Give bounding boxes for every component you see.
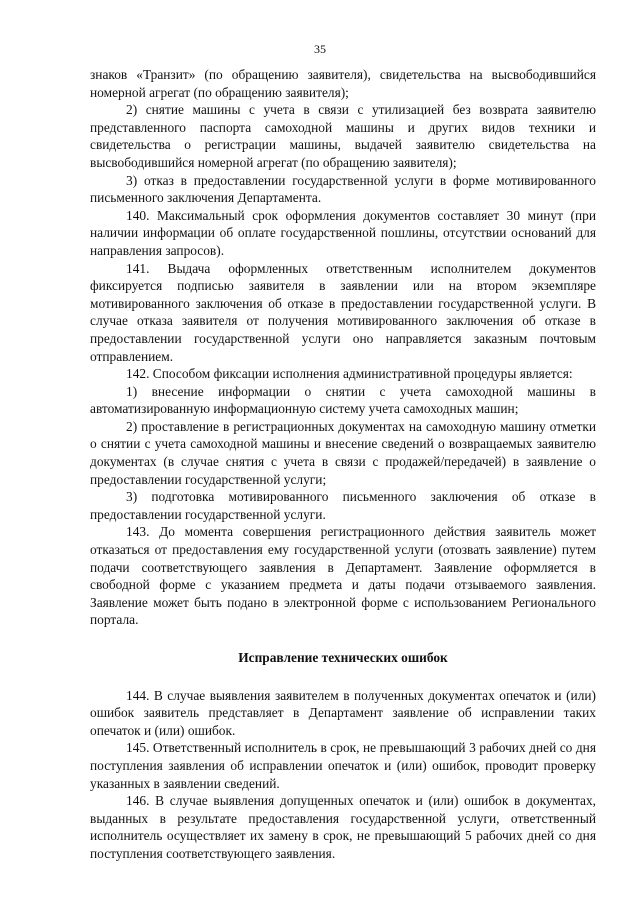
- paragraph-4: 141. Выдача оформленных ответственным исполнителем документов фиксируется подписью заявителя в заявлении или на втором экземпляре мотивированного заключения об отказе в предоставлении государственной услуги. В случае отказа заявителя от получения мотивированного заключения об отказе в предоставлении государственной услуги оно направляется заказным почтовым отправлением.: [90, 260, 596, 364]
- paragraph-12: 146. В случае выявления допущенных опечаток и (или) ошибок в документах, выданных в результате предоставления государственной услуги, ответственный исполнитель осуществляет их замену в срок, не превышающий 5 рабочих дней со дня поступления соответствующего заявления.: [90, 793, 596, 861]
- section-heading: Исправление технических ошибок: [238, 650, 448, 665]
- paragraph-5: 142. Способом фиксации исполнения административной процедуры является:: [126, 366, 573, 382]
- paragraph-7: 2) проставление в регистрационных документах на самоходную машину отметки о снятии с учета самоходной машины и внесение сведений о возвращаемых заявителю документах (в случае снятия с учета в связи с продажей/передачей) в заявление о предоставлении государственной услуги;: [90, 418, 596, 487]
- paragraph-0: знаков «Транзит» (по обращению заявителя), свидетельства на высвободившийся номерной агрегат (по обращению заявителя);: [90, 67, 596, 100]
- paragraph-1: 2) снятие машины с учета в связи с утилизацией без возврата заявителю представленного паспорта самоходной машины и других видов техники и свидетельства о регистрации машины, выдачей заявителю свидетельства на высвободившийся номерной агрегат (по обращению заявителя);: [90, 102, 596, 170]
- paragraph-2: 3) отказ в предоставлении государственной услуги в форме мотивированного письменного заключения Департамента.: [90, 172, 596, 206]
- document-body: [90, 66, 596, 863]
- paragraph-8: 3) подготовка мотивированного письменного заключения об отказе в предоставлении государственной услуги.: [90, 489, 596, 522]
- paragraph-10: 144. В случае выявления заявителем в полученных документах опечаток и (или) ошибок заявитель представляет в Департамент заявление об исправлении таких опечаток и (или) ошибок.: [90, 687, 596, 738]
- page-number: 35: [314, 42, 326, 56]
- paragraph-11: 145. Ответственный исполнитель в срок, не превышающий 3 рабочих дней со дня поступления заявления об исправлении опечаток и (или) ошибок, проводит проверку указанных в заявлении сведений.: [90, 740, 596, 791]
- paragraph-3: 140. Максимальный срок оформления документов составляет 30 минут (при наличии информации об оплате государственной пошлины, отсутствии оснований для направления запросов).: [90, 207, 596, 258]
- paragraph-9: 143. До момента совершения регистрационного действия заявитель может отказаться от предоставления ему государственной услуги (отозвать заявление) путем подачи соответствующего заявления в Департамент. Заявление оформляется в свободной форме с указанием предмета и даты подачи отзываемого заявления. Заявление может быть подано в электронной форме с использованием Регионального портала.: [90, 524, 596, 628]
- paragraph-6: 1) внесение информации о снятии с учета самоходной машины в автоматизированную информационную систему учета самоходных машин;: [90, 383, 596, 417]
